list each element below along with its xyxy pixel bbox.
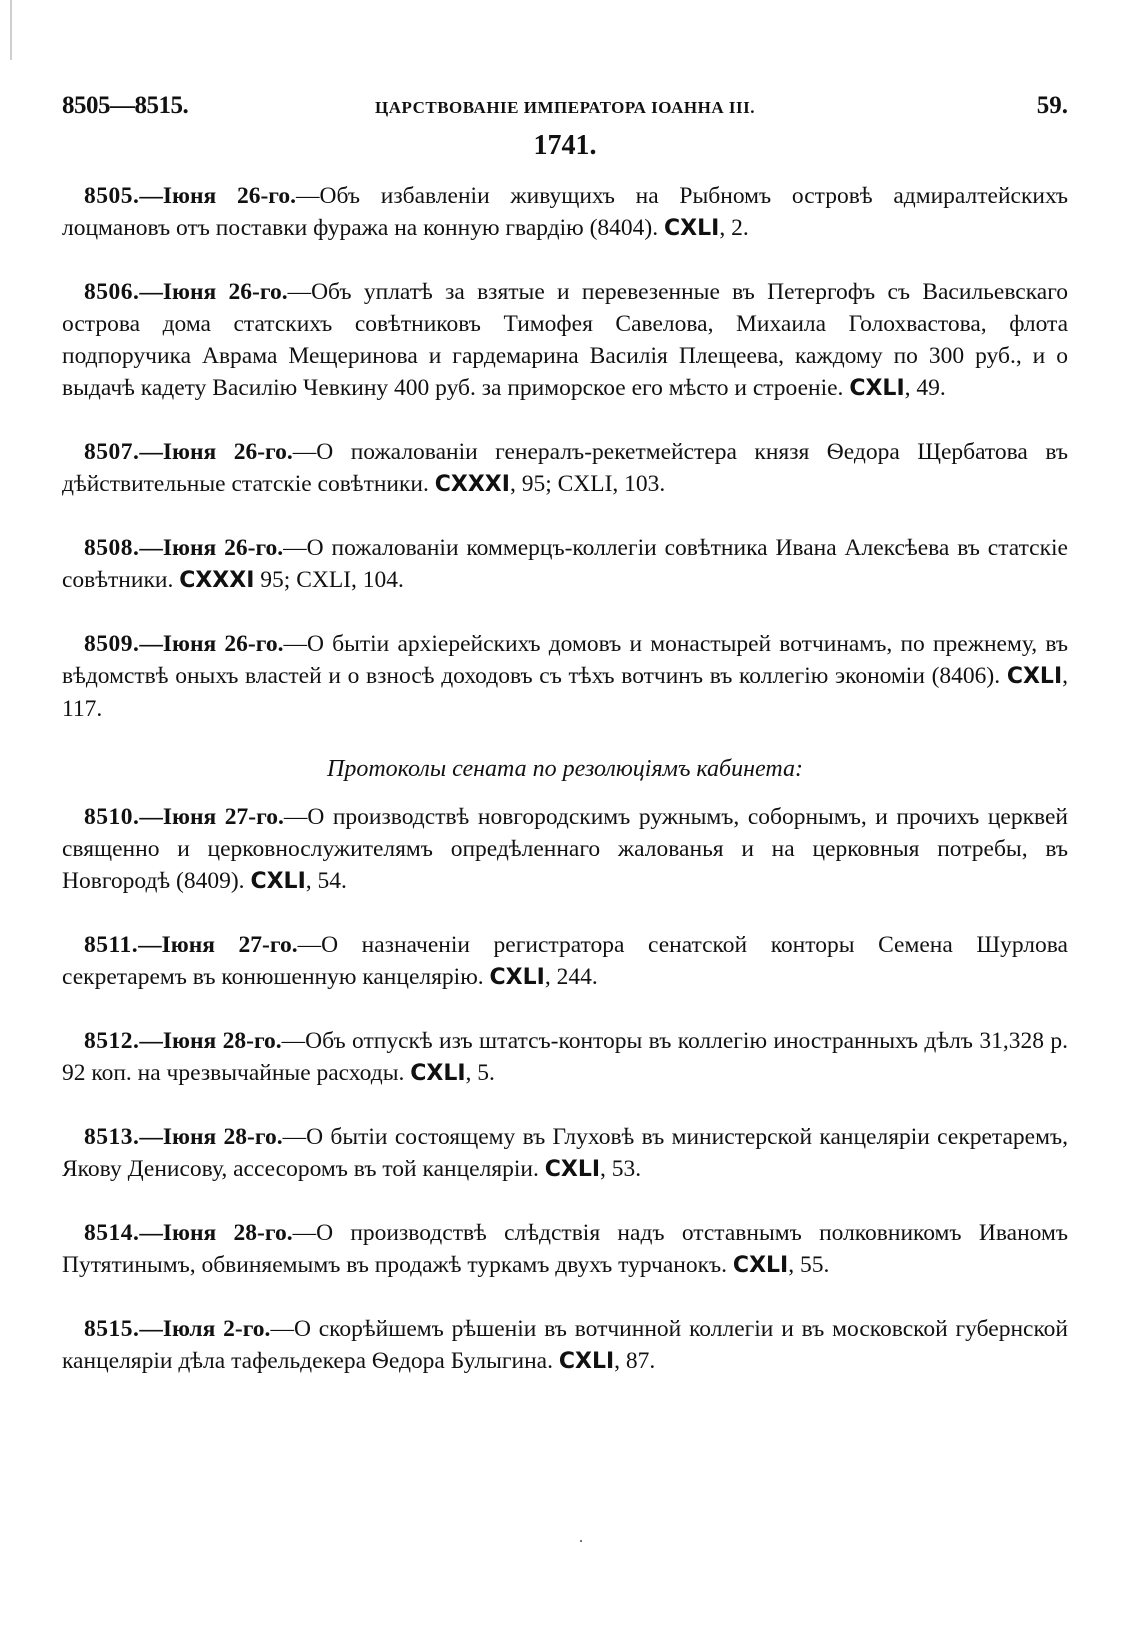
entry-text: —О бытіи архіерейскихъ домовъ и монастырей вотчинамъ, по прежнему, въ вѣдомствѣ оныхъ властей и о взносѣ доходовъ съ тѣхъ вотчинъ въ коллегію экономіи (8406). bbox=[62, 631, 1068, 689]
entry-8 bbox=[62, 1121, 1068, 1186]
entry-text: —О производствѣ новгородскимъ ружнымъ, соборнымъ, и прочихъ церквей священно и церковнослужителямъ опредѣленнаго жалованья и на церковныя потребы, въ Новгородѣ (8409). bbox=[62, 804, 1068, 894]
entry-date: —Іюня 28-го. bbox=[139, 1028, 282, 1054]
entry-date: —Іюня 26-го. bbox=[139, 535, 284, 561]
document-page bbox=[62, 92, 1068, 1409]
entry-2 bbox=[62, 436, 1068, 501]
entry-9 bbox=[62, 1217, 1068, 1282]
entry-reference: CXLI bbox=[1006, 664, 1063, 689]
entry-reference-tail: , 5. bbox=[465, 1060, 495, 1086]
entry-number: 8515. bbox=[84, 1316, 140, 1342]
entry-number: 8508. bbox=[84, 535, 140, 561]
entry-number: 8511. bbox=[84, 932, 139, 958]
running-title: ЦАРСТВОВАНІЕ ИМПЕРАТОРА ІОАННА III. bbox=[375, 98, 755, 117]
entry-1 bbox=[62, 276, 1068, 405]
entry-reference-tail: 95; CXLI, 104. bbox=[254, 567, 404, 593]
entry-number: 8505. bbox=[84, 183, 140, 209]
entry-reference-tail: , 95; CXLI, 103. bbox=[509, 471, 666, 497]
entry-text: —Объ избавленіи живущихъ на Рыбномъ островѣ адмиралтейскихъ лоцмановъ отъ поставки фуража на конную гвардію (8404). bbox=[62, 183, 1068, 241]
entry-number: 8510. bbox=[84, 804, 140, 830]
year-heading: 1741. bbox=[533, 130, 597, 161]
entry-reference: CXLI bbox=[250, 869, 306, 894]
entry-date: —Іюня 28-го. bbox=[139, 1220, 293, 1246]
entry-reference: CXLI bbox=[849, 376, 905, 401]
entry-text: —О пожалованіи коммерцъ-коллегіи совѣтника Ивана Алексѣева въ статскіе совѣтники. bbox=[62, 535, 1068, 593]
section-title: Протоколы сената по резолюціямъ кабинета: bbox=[327, 756, 803, 782]
entry-reference-tail: , 49. bbox=[904, 375, 946, 401]
entries-group-2 bbox=[62, 801, 1068, 1378]
stray-dot bbox=[580, 1540, 582, 1542]
entry-range: 8505—8515. bbox=[62, 92, 189, 119]
entry-reference: CXXXI bbox=[179, 568, 255, 593]
entry-7 bbox=[62, 1025, 1068, 1090]
entry-date: —Іюня 27-го. bbox=[139, 804, 284, 830]
entry-number: 8514. bbox=[84, 1220, 140, 1246]
entry-date: —Іюня 26-го. bbox=[139, 183, 297, 209]
entry-number: 8506. bbox=[84, 279, 140, 305]
entry-0 bbox=[62, 180, 1068, 245]
entry-text: —О назначеніи регистратора сенатской конторы Семена Шурлова секретаремъ въ конюшенную канцелярію. bbox=[62, 932, 1068, 990]
entry-reference-tail: , 244. bbox=[544, 964, 598, 990]
entry-3 bbox=[62, 532, 1068, 597]
entry-10 bbox=[62, 1313, 1068, 1378]
entry-reference-tail: , 117. bbox=[62, 663, 1068, 722]
entry-date: —Іюня 28-го. bbox=[139, 1124, 283, 1150]
entry-reference: CXLI bbox=[732, 1253, 789, 1278]
entry-date: —Іюня 27-го. bbox=[138, 932, 298, 958]
entry-reference: CXLI bbox=[558, 1349, 615, 1374]
entry-4 bbox=[62, 628, 1068, 725]
entry-reference: CXLI bbox=[544, 1157, 601, 1182]
entry-text: —О производствѣ слѣдствія надъ отставнымъ полковникомъ Иваномъ Путятинымъ, обвиняемымъ въ продажѣ туркамъ двухъ турчанокъ. bbox=[62, 1220, 1068, 1278]
entry-date: —Іюня 26-го. bbox=[139, 439, 293, 465]
entry-number: 8512. bbox=[84, 1028, 140, 1054]
entries-group-1 bbox=[62, 180, 1068, 725]
entry-5 bbox=[62, 801, 1068, 898]
running-header bbox=[62, 92, 1068, 124]
entry-reference: CXLI bbox=[489, 965, 545, 990]
entry-number: 8509. bbox=[84, 631, 140, 657]
entry-reference: CXLI bbox=[664, 216, 720, 241]
entry-date: —Іюня 26-го. bbox=[139, 631, 284, 657]
entry-text: —О пожалованіи генералъ-рекетмейстера князя Ѳедора Щербатова въ дѣйствительные статскіе совѣтники. bbox=[62, 439, 1068, 497]
page-edge-mark bbox=[10, 0, 12, 60]
entry-reference: CXLI bbox=[410, 1061, 466, 1086]
entry-number: 8507. bbox=[84, 439, 140, 465]
entry-reference-tail: , 53. bbox=[600, 1156, 642, 1182]
entry-6 bbox=[62, 929, 1068, 994]
entry-number: 8513. bbox=[84, 1124, 140, 1150]
entry-reference: CXXXI bbox=[434, 472, 510, 497]
page-number: 59. bbox=[1036, 92, 1068, 119]
entry-reference-tail: , 2. bbox=[719, 215, 749, 241]
entry-date: —Іюля 2-го. bbox=[139, 1316, 271, 1342]
entry-text: —Объ отпускѣ изъ штатсъ-конторы въ коллегію иностранныхъ дѣлъ 31,328 р. 92 коп. на чрезвычайные расходы. bbox=[62, 1028, 1068, 1086]
entry-reference-tail: , 54. bbox=[305, 868, 347, 894]
entry-text: —О скорѣйшемъ рѣшеніи въ вотчинной коллегіи и въ московской губернской канцеляріи дѣла тафельдекера Ѳедора Булыгина. bbox=[62, 1316, 1069, 1374]
entry-reference-tail: , 55. bbox=[788, 1252, 830, 1278]
entry-date: —Іюня 26-го. bbox=[139, 279, 288, 305]
entry-reference-tail: , 87. bbox=[614, 1348, 656, 1374]
entry-text: —Объ уплатѣ за взятые и перевезенные въ Петергофъ съ Васильевскаго острова дома статскихъ совѣтниковъ Тимофея Савелова, Михаила Голохвастова, флота подпоручика Аврама Мещеринова и гардемарина Василія Плещеева, каждому по 300 руб., и о выдачѣ кадету Василію Чевкину 400 руб. за приморское его мѣсто и строеніе. bbox=[62, 279, 1068, 401]
entry-text: —О бытіи состоящему въ Глуховѣ въ министерской канцеляріи секретаремъ, Якову Денисову, ассесоромъ въ той канцеляріи. bbox=[62, 1124, 1068, 1182]
